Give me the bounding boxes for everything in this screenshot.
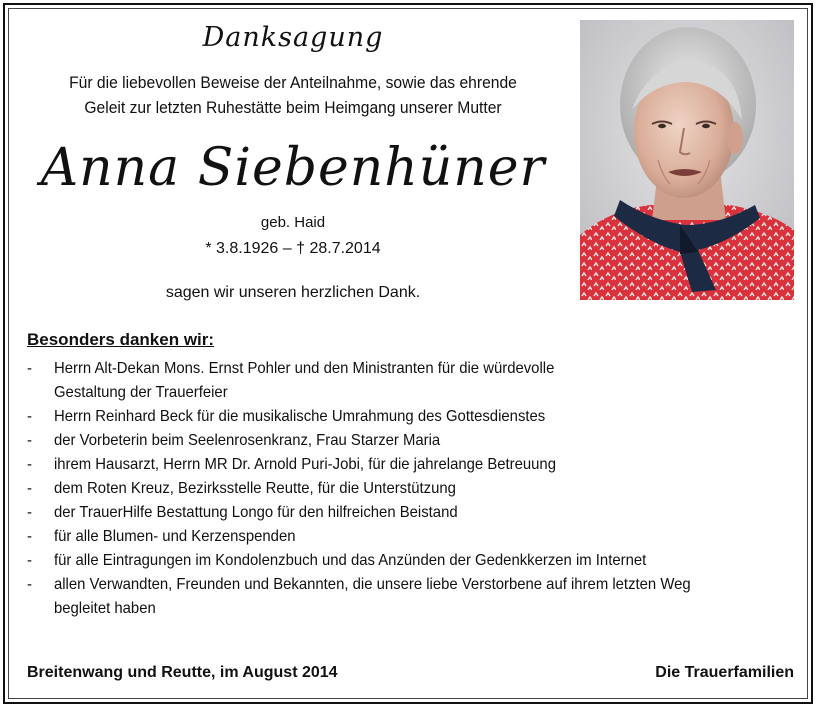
- life-dates: * 3.8.1926 – † 28.7.2014: [205, 240, 381, 257]
- list-item-text: allen Verwandten, Freunden und Bekannten, die unsere liebe Verstorbene auf ihrem letzten Weg begleitet haben: [53, 576, 691, 617]
- list-item: [27, 573, 743, 621]
- thanks-list: [27, 357, 797, 621]
- thanks-line: sagen wir unseren herzlichen Dank.: [165, 284, 421, 301]
- list-item: [27, 405, 743, 429]
- list-item: [27, 477, 743, 501]
- list-item: [27, 501, 743, 525]
- list-item-text: ihrem Hausarzt, Herrn MR Dr. Arnold Puri-Jobi, für die jahrelange Betreuung: [53, 456, 556, 473]
- footer-place-date: Breitenwang und Reutte, im August 2014: [27, 664, 338, 681]
- special-thanks-heading: Besonders danken wir:: [27, 330, 215, 349]
- list-item-text: dem Roten Kreuz, Bezirksstelle Reutte, für die Unterstützung: [53, 480, 456, 497]
- intro-text: [23, 70, 562, 120]
- deceased-name: Anna Siebenhüner: [40, 138, 546, 198]
- bullet-dash: -: [27, 432, 32, 449]
- bullet-dash: -: [27, 408, 32, 425]
- list-item-text: für alle Blumen- und Kerzenspenden: [53, 528, 296, 545]
- bullet-dash: -: [27, 576, 32, 593]
- list-item: [27, 453, 743, 477]
- list-item: [27, 357, 743, 405]
- bullet-dash: -: [27, 504, 32, 521]
- notice-heading: Danksagung: [202, 22, 384, 53]
- list-item-text: der TrauerHilfe Bestattung Longo für den hilfreichen Beistand: [53, 504, 458, 521]
- maiden-name: geb. Haid: [260, 214, 326, 231]
- list-item-text: Herrn Alt-Dekan Mons. Ernst Pohler und den Ministranten für die würdevolle Gestaltung der Trauerfeier: [53, 360, 555, 401]
- bullet-dash: -: [27, 456, 32, 473]
- footer-signature: Die Trauerfamilien: [655, 664, 794, 681]
- bullet-dash: -: [27, 552, 32, 569]
- bullet-dash: -: [27, 480, 32, 497]
- intro-line-2: Geleit zur letzten Ruhestätte beim Heimgang unserer Mutter: [84, 98, 502, 117]
- intro-line-1: Für die liebevollen Beweise der Anteilnahme, sowie das ehrende: [69, 73, 517, 92]
- list-item: [27, 429, 743, 453]
- bullet-dash: -: [27, 360, 32, 377]
- list-item-text: für alle Eintragungen im Kondolenzbuch und das Anzünden der Gedenkkerzen im Internet: [53, 552, 647, 569]
- list-item-text: der Vorbeterin beim Seelenrosenkranz, Frau Starzer Maria: [53, 432, 441, 449]
- list-item: [27, 525, 743, 549]
- list-item-text: Herrn Reinhard Beck für die musikalische Umrahmung des Gottesdienstes: [53, 408, 546, 425]
- portrait-photo: [580, 20, 794, 300]
- list-item: [27, 549, 743, 573]
- bullet-dash: -: [27, 528, 32, 545]
